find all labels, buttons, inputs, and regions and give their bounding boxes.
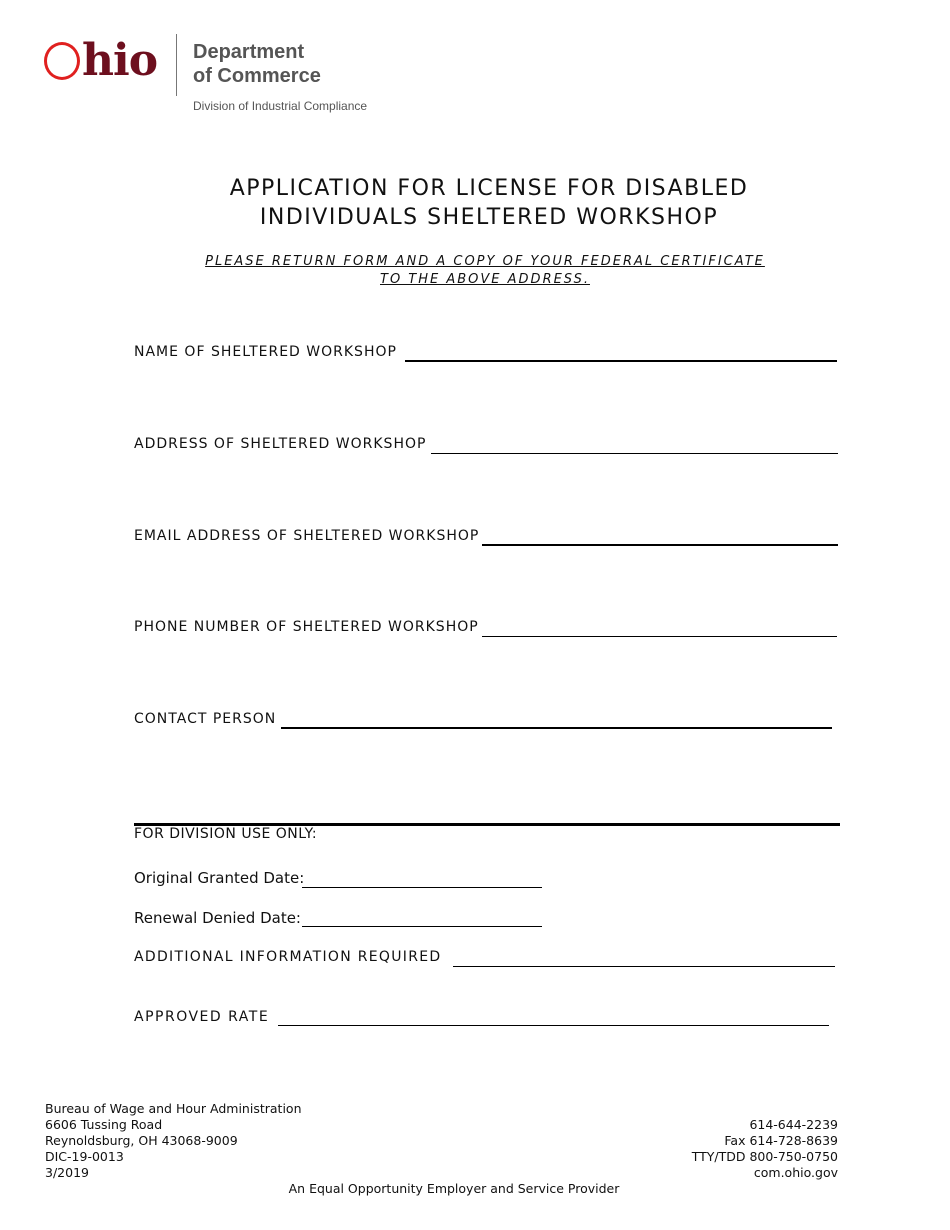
footer-phone: 614-644-2239: [749, 1117, 838, 1132]
footer-bureau: Bureau of Wage and Hour Administration: [45, 1101, 302, 1116]
footer-address: [45, 1101, 302, 1181]
department-line1: Department: [193, 41, 305, 63]
instructions: [0, 253, 950, 289]
footer-tagline: An Equal Opportunity Employer and Service Provider: [288, 1181, 620, 1196]
footer-form-number: DIC-19-0013: [45, 1149, 124, 1164]
logo-o-ring-icon: [44, 42, 80, 80]
address-label: ADDRESS OF SHELTERED WORKSHOP: [134, 436, 427, 452]
division-name: Division of Industrial Compliance: [193, 99, 368, 113]
phone-field[interactable]: [482, 636, 837, 637]
contact-field[interactable]: [281, 727, 832, 729]
additional-info-field[interactable]: [453, 966, 835, 967]
additional-info-label: ADDITIONAL INFORMATION REQUIRED: [134, 949, 442, 965]
division-use-heading: FOR DIVISION USE ONLY:: [134, 826, 318, 842]
footer-website[interactable]: com.ohio.gov: [753, 1165, 838, 1180]
approved-rate-label: APPROVED RATE: [134, 1009, 270, 1025]
title-line2: INDIVIDUALS SHELTERED WORKSHOP: [259, 205, 719, 230]
phone-label: PHONE NUMBER OF SHELTERED WORKSHOP: [134, 619, 479, 635]
ohio-logo: hio: [44, 36, 157, 86]
footer-fax: Fax 614-728-8639: [724, 1133, 838, 1148]
department-name: [193, 40, 321, 88]
department-line2: of Commerce: [193, 65, 321, 87]
name-field[interactable]: [405, 360, 837, 362]
instruction-line2: TO THE ABOVE ADDRESS.: [380, 272, 590, 287]
footer-street: 6606 Tussing Road: [45, 1117, 163, 1132]
email-field[interactable]: [482, 544, 838, 546]
address-field[interactable]: [431, 453, 838, 454]
name-label: NAME OF SHELTERED WORKSHOP: [134, 344, 397, 360]
email-label: EMAIL ADDRESS OF SHELTERED WORKSHOP: [134, 528, 480, 544]
footer-contact: [692, 1117, 838, 1181]
footer-revision-date: 3/2019: [45, 1165, 89, 1180]
footer-tty: TTY/TDD 800-750-0750: [691, 1149, 838, 1164]
form-title: [0, 174, 950, 232]
instruction-line1: PLEASE RETURN FORM AND A COPY OF YOUR FEDERAL CERTIFICATE: [205, 254, 765, 269]
renewal-denied-label: Renewal Denied Date:: [134, 909, 301, 927]
logo-divider: [176, 34, 177, 96]
original-granted-field[interactable]: [302, 887, 542, 888]
original-granted-label: Original Granted Date:: [134, 869, 305, 887]
title-line1: APPLICATION FOR LICENSE FOR DISABLED: [229, 176, 749, 201]
approved-rate-field[interactable]: [278, 1025, 829, 1026]
footer-city: Reynoldsburg, OH 43068-9009: [45, 1133, 238, 1148]
renewal-denied-field[interactable]: [302, 926, 542, 927]
contact-label: CONTACT PERSON: [134, 711, 277, 727]
